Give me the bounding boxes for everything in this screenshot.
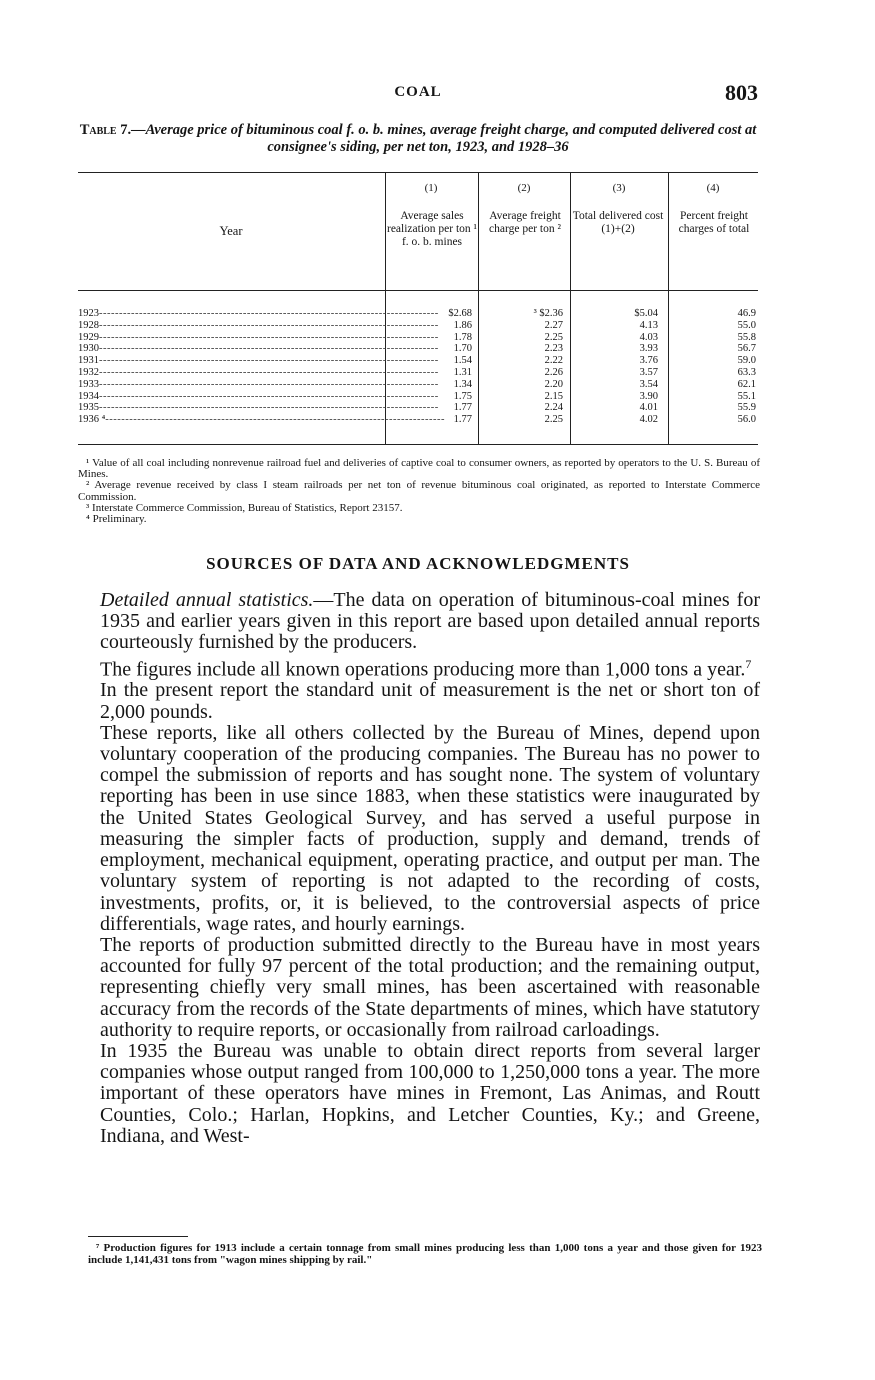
table-row-year (78, 414, 446, 426)
table-cell: 2.15 (544, 390, 563, 402)
table-cell: 3.54 (639, 378, 658, 390)
table-cell: ³ $2.36 (533, 308, 563, 319)
table-cell: 3.90 (639, 390, 658, 402)
footnote-reference: 7 (745, 656, 752, 671)
table-cell: 2.23 (544, 343, 563, 355)
column-number: (3) (612, 182, 626, 194)
table-cell: 1.77 (453, 414, 472, 426)
column-number: (2) (517, 182, 531, 194)
paragraph (100, 654, 760, 681)
table-cell: 1.54 (453, 355, 472, 367)
column-header: Percent freight charges of total (678, 210, 750, 235)
table-cell: 2.24 (544, 402, 563, 414)
running-title: COAL (394, 84, 442, 100)
dot-leader: ------------------------------------------------------------------------------------- (99, 308, 439, 319)
year-label: 1932 (78, 366, 99, 378)
table-cell: 1.34 (453, 378, 472, 390)
table-bottom-rule (78, 444, 758, 445)
table-footnote: ² Average revenue received by class I steam railroads per net ton of revenue bituminous coal originated, as reported to Interstate Commerce Commission. (78, 479, 760, 503)
paragraph-lead: Detailed annual statistics. (100, 589, 314, 611)
table-cell: 3.76 (639, 355, 658, 367)
table-cell: 62.1 (737, 378, 756, 390)
dot-leader: ------------------------------------------------------------------------------------- (99, 343, 439, 355)
table-cell: 55.8 (737, 331, 756, 343)
table-row-year (78, 343, 439, 355)
paragraph-text: —The data on operation of bituminous-coal mines for 1935 and earlier years given in this report are based upon detailed annual reports courteously furnished by the producers. (100, 589, 761, 654)
table-cell: 4.03 (639, 331, 658, 343)
paragraph: The reports of production submitted directly to the Bureau have in most years accounted for fully 97 percent of the total production; and the remaining output, representing chiefly very small mines, has been ascertained with reasonable accuracy from the records of the State departments of mines, which have statutory authority to require reports, or occasionally from railroad carloadings. (100, 933, 760, 1041)
table-cell: 63.3 (737, 366, 756, 378)
column-header: Total delivered cost (1)+(2) (572, 210, 664, 235)
page-footnote: ⁷ Production figures for 1913 include a certain tonnage from small mines producing less than 1,000 tons a year and those given for 1923 include 1,141,431 tons from "wagon mines shipping by rail." (88, 1242, 762, 1266)
footnote-rule (88, 1236, 188, 1237)
year-label: 1933 (78, 378, 99, 390)
table-row-year (78, 331, 439, 344)
delivered-cost-column (572, 308, 658, 426)
table-cell: $5.04 (634, 308, 658, 319)
dot-leader: ------------------------------------------------------------------------------------- (99, 402, 439, 414)
table-cell: 55.1 (737, 390, 756, 402)
freight-charge-column (479, 308, 563, 426)
table-cell: 2.25 (544, 414, 563, 426)
table-row-year (78, 319, 439, 332)
sales-realization-column (386, 308, 472, 426)
table-row-year (78, 355, 439, 367)
paragraph: These reports, like all others collected by the Bureau of Mines, depend upon voluntary cooperation of the producing companies. The Bureau has no power to compel the submission of reports and has sought none. The system of voluntary reporting has been in use since 1883, when these statistics were inaugurated by the United States Geological Survey, and has served a useful purpose in measuring the simpler facts of production, supply and demand, trends of employment, mechanical equipment, operating practice, and output per man. The voluntary system of reporting is not adapted to the recording of costs, investments, profits, or, it is believed, to the controversial aspects of price differentials, wage rates, and hourly earnings. (100, 721, 760, 935)
table-row-year (78, 378, 439, 391)
paragraph-text: The figures include all known operations producing more than 1,000 tons a year. (100, 658, 746, 681)
column-header: Average sales realization per ton ¹ f. o. b. mines (387, 210, 477, 248)
table-cell: 55.9 (737, 402, 756, 414)
table-cell: 56.0 (737, 414, 756, 426)
table-cell: 1.31 (453, 366, 472, 378)
table-cell: 4.01 (639, 402, 658, 414)
year-column-header: Year (219, 224, 243, 238)
column-number: (1) (424, 182, 438, 194)
year-label: 1935 (78, 402, 99, 414)
table-footnote: ¹ Value of all coal including nonrevenue railroad fuel and deliveries of captive coal to consumer owners, as reported by operators to the U. S. Bureau of Mines. (78, 457, 760, 481)
year-label: 1929 (78, 331, 99, 343)
body-text (100, 590, 760, 1147)
year-label: 1936 ⁴ (78, 414, 106, 426)
dot-leader: ------------------------------------------------------------------------------------- (99, 366, 439, 378)
table-cell: 1.77 (453, 402, 472, 414)
year-label: 1930 (78, 343, 99, 355)
table-header-rule (78, 290, 758, 291)
dot-leader: ------------------------------------------------------------------------------------- (99, 378, 439, 390)
table-cell: 2.22 (544, 355, 563, 367)
table-row-year (78, 366, 439, 379)
table-cell: 1.86 (453, 319, 472, 331)
table-cell: 2.25 (544, 331, 563, 343)
table-cell: 2.20 (544, 378, 563, 390)
table-cell: 1.75 (453, 390, 472, 402)
table-cell: 56.7 (737, 343, 756, 355)
table-cell: 3.93 (639, 343, 658, 355)
percent-freight-column (668, 308, 756, 426)
dot-leader: ------------------------------------------------------------------------------------- (105, 414, 446, 426)
table-cell: 2.27 (544, 319, 563, 331)
table-label: Table 7. (79, 122, 132, 138)
column-header: Average freight charge per ton ² (489, 210, 561, 235)
table-footnote: ⁴ Preliminary. (86, 513, 147, 526)
table-footnote: ³ Interstate Commerce Commission, Bureau of Statistics, Report 23157. (86, 501, 403, 514)
dot-leader: ------------------------------------------------------------------------------------- (99, 390, 439, 402)
table-row-year (78, 402, 439, 414)
table-cell: 1.70 (453, 343, 472, 355)
table-cell: 2.26 (544, 366, 563, 378)
table-caption (78, 122, 758, 156)
running-head (78, 80, 758, 108)
section-heading: SOURCES OF DATA AND ACKNOWLEDGMENTS (206, 554, 630, 573)
dot-leader: ------------------------------------------------------------------------------------- (99, 355, 439, 367)
table-footnotes (78, 458, 760, 525)
table-row-year (78, 390, 439, 403)
paragraph (100, 590, 760, 654)
column-number: (4) (706, 182, 720, 194)
year-column (78, 308, 446, 426)
dot-leader: ------------------------------------------------------------------------------------- (99, 331, 439, 343)
dot-leader: ------------------------------------------------------------------------------------- (99, 319, 439, 331)
table-row-year (78, 308, 439, 320)
table-cell: 46.9 (737, 308, 756, 319)
table-cell: $2.68 (448, 308, 472, 319)
table-cell: 3.57 (639, 366, 658, 378)
table-cell: 4.02 (639, 414, 658, 426)
paragraph: In 1935 the Bureau was unable to obtain direct reports from several larger companies whose output ranged from 100,000 to 1,250,000 tons a year. The more important of these operators have mines in Fremont, Las Animas, and Routt Counties, Colo.; Harlan, Hopkins, and Letcher Counties, Ky.; and Greene, Indiana, and West- (100, 1039, 760, 1147)
price-table (78, 172, 758, 447)
table-top-rule (78, 172, 758, 173)
year-label: 1928 (78, 319, 99, 331)
table-caption-text: —Average price of bituminous coal f. o. b. mines, average freight charge, and computed delivered cost at consignee's siding, per net ton, 1923, and 1928–36 (131, 122, 757, 155)
table-cell: 59.0 (737, 355, 756, 367)
table-cell: 4.13 (639, 319, 658, 331)
page-number: 803 (725, 80, 758, 105)
year-label: 1934 (78, 390, 99, 402)
year-label: 1923 (78, 308, 99, 319)
paragraph: In the present report the standard unit of measurement is the net or short ton of 2,000 pounds. (100, 679, 760, 723)
table-cell: 55.0 (737, 319, 756, 331)
year-label: 1931 (78, 355, 99, 367)
table-cell: 1.78 (453, 331, 472, 343)
